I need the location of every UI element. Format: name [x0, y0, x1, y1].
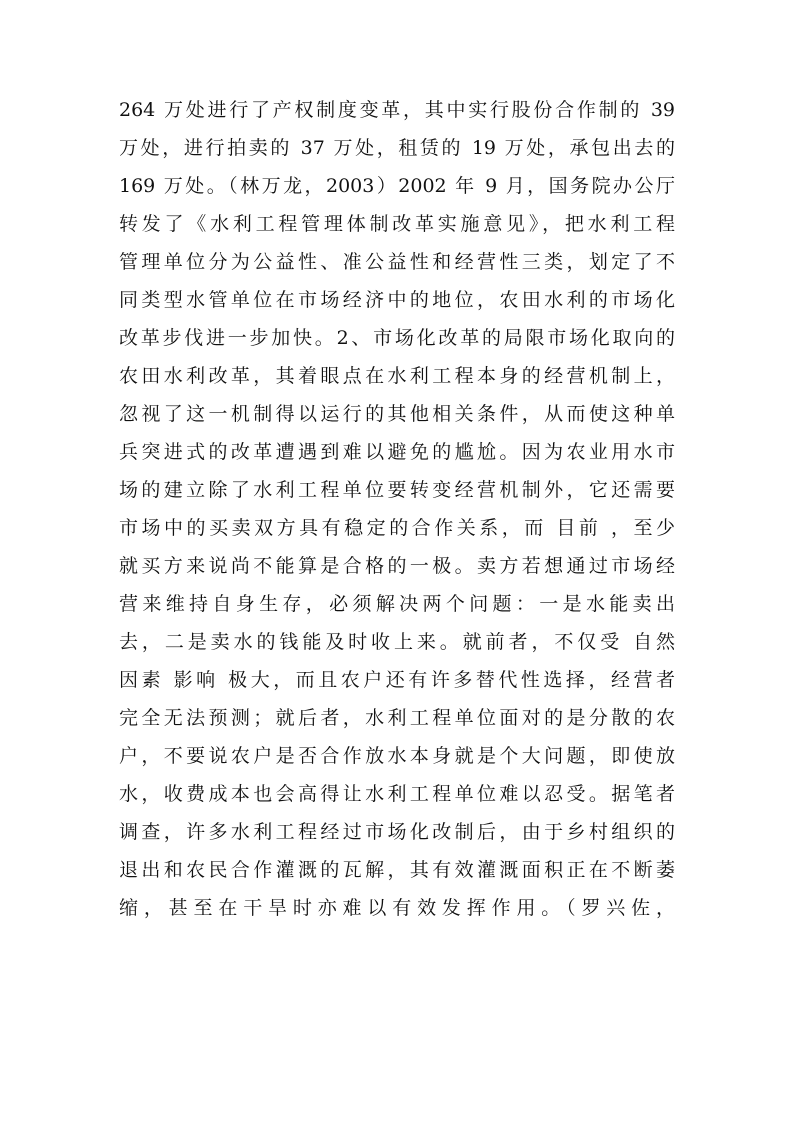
paragraph-line-4: 转发了《水利工程管理体制改革实施意见》，把水利工程: [119, 213, 675, 235]
paragraph-line-22: 缩，甚至在干旱时亦难以有效发挥作用。（罗兴佐，: [119, 897, 675, 919]
paragraph-line-9: 忽视了这一机制得以运行的其他相关条件，从而使这种单: [119, 403, 675, 425]
paragraph-line-19: 水，收费成本也会高得让水利工程单位难以忍受。据笔者: [119, 783, 675, 805]
paragraph-line-1: 264 万处进行了产权制度变革，其中实行股份合作制的 39: [119, 99, 675, 121]
paragraph-line-15: 去，二是卖水的钱能及时收上来。就前者，不仅受 自然: [119, 631, 675, 653]
paragraph-line-7: 改革步伐进一步加快。2、市场化改革的局限市场化取向的: [119, 327, 675, 349]
paragraph-line-10: 兵突进式的改革遭遇到难以避免的尴尬。因为农业用水市: [119, 441, 675, 463]
paragraph-line-3: 169 万处。（林万龙，2003）2002 年 9 月，国务院办公厅: [119, 175, 675, 197]
paragraph-line-2: 万处，进行拍卖的 37 万处，租赁的 19 万处，承包出去的: [119, 137, 675, 159]
paragraph-line-21: 退出和农民合作灌溉的瓦解，其有效灌溉面积正在不断萎: [119, 859, 675, 881]
paragraph-line-18: 户，不要说农户是否合作放水本身就是个大问题，即使放: [119, 745, 675, 767]
paragraph-line-8: 农田水利改革，其着眼点在水利工程本身的经营机制上，: [119, 365, 675, 387]
paragraph-line-11: 场的建立除了水利工程单位要转变经营机制外，它还需要: [119, 479, 675, 501]
paragraph-line-17: 完全无法预测；就后者，水利工程单位面对的是分散的农: [119, 707, 675, 729]
paragraph-line-6: 同类型水管单位在市场经济中的地位，农田水利的市场化: [119, 289, 675, 311]
paragraph-line-16: 因素 影响 极大，而且农户还有许多替代性选择，经营者: [119, 669, 675, 691]
paragraph-line-20: 调查，许多水利工程经过市场化改制后，由于乡村组织的: [119, 821, 675, 843]
paragraph-line-14: 营来维持自身生存，必须解决两个问题：一是水能卖出: [119, 593, 675, 615]
paragraph-line-5: 管理单位分为公益性、准公益性和经营性三类，划定了不: [119, 251, 675, 273]
paragraph-line-12: 市场中的买卖双方具有稳定的合作关系，而 目前 ，至少: [119, 517, 675, 539]
paragraph-line-13: 就买方来说尚不能算是合格的一极。卖方若想通过市场经: [119, 555, 675, 577]
